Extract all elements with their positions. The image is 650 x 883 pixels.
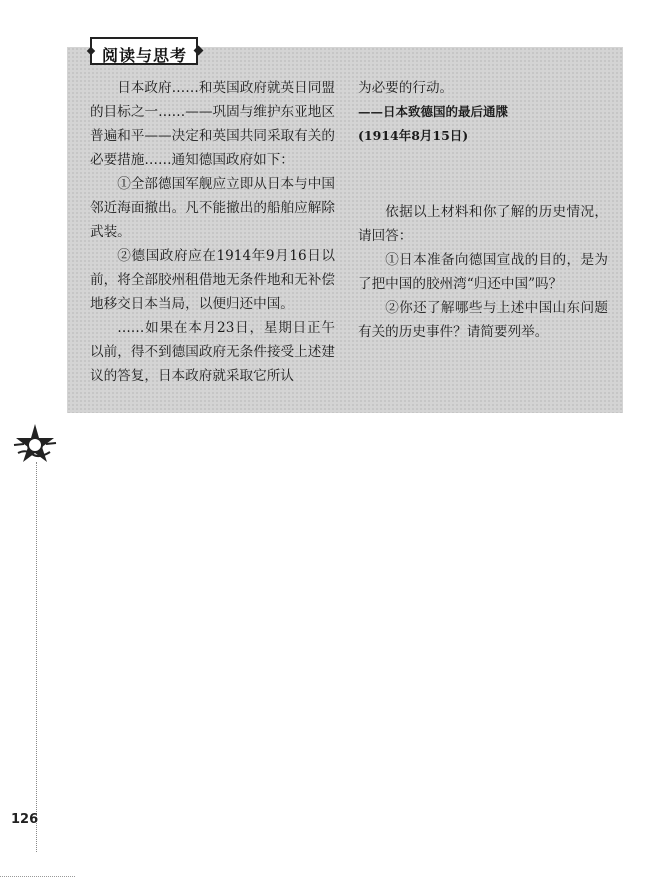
- source-date: (1914年8月15日): [358, 128, 469, 143]
- paragraph-intro: 日本政府……和英国政府就英日同盟的目标之一……——巩固与维护东亚地区普遍和平——决定和英国共同采取有关的必要措施……通知德国政府如下：: [90, 80, 335, 168]
- question-1: ①日本准备向德国宣战的目的，是为了把中国的胶州湾“归还中国”吗？: [358, 252, 608, 292]
- margin-dotted-line: [36, 462, 38, 852]
- right-column: [358, 76, 608, 344]
- paragraph-item-1: ①全部德国军舰应立即从日本与中国邻近海面撤出。凡不能撤出的船舶应解除武装。: [90, 176, 335, 240]
- star-compass-icon: [12, 423, 58, 465]
- bottom-divider: [0, 876, 75, 877]
- page-number: 126: [11, 812, 39, 827]
- paragraph-ultimatum: ……如果在本月23日，星期日正午以前，得不到德国政府无条件接受上述建议的答复，日本政府就采取它所认: [90, 320, 335, 384]
- left-column: [90, 76, 335, 388]
- paragraph-item-2: ②德国政府应在1914年9月16日以前，将全部胶州租借地无条件地和无补偿地移交日本当局，以便归还中国。: [90, 248, 335, 312]
- section-title-badge: [90, 37, 198, 65]
- source-citation: ——日本致德国的最后通牒: [358, 104, 509, 119]
- question-2: ②你还了解哪些与上述中国山东问题有关的历史事件？请简要列举。: [358, 300, 608, 340]
- section-title: 阅读与思考: [102, 46, 188, 65]
- paragraph-continuation: 为必要的行动。: [358, 80, 454, 96]
- spacer: [358, 148, 608, 200]
- question-intro: 依据以上材料和你了解的历史情况，请回答：: [358, 204, 608, 244]
